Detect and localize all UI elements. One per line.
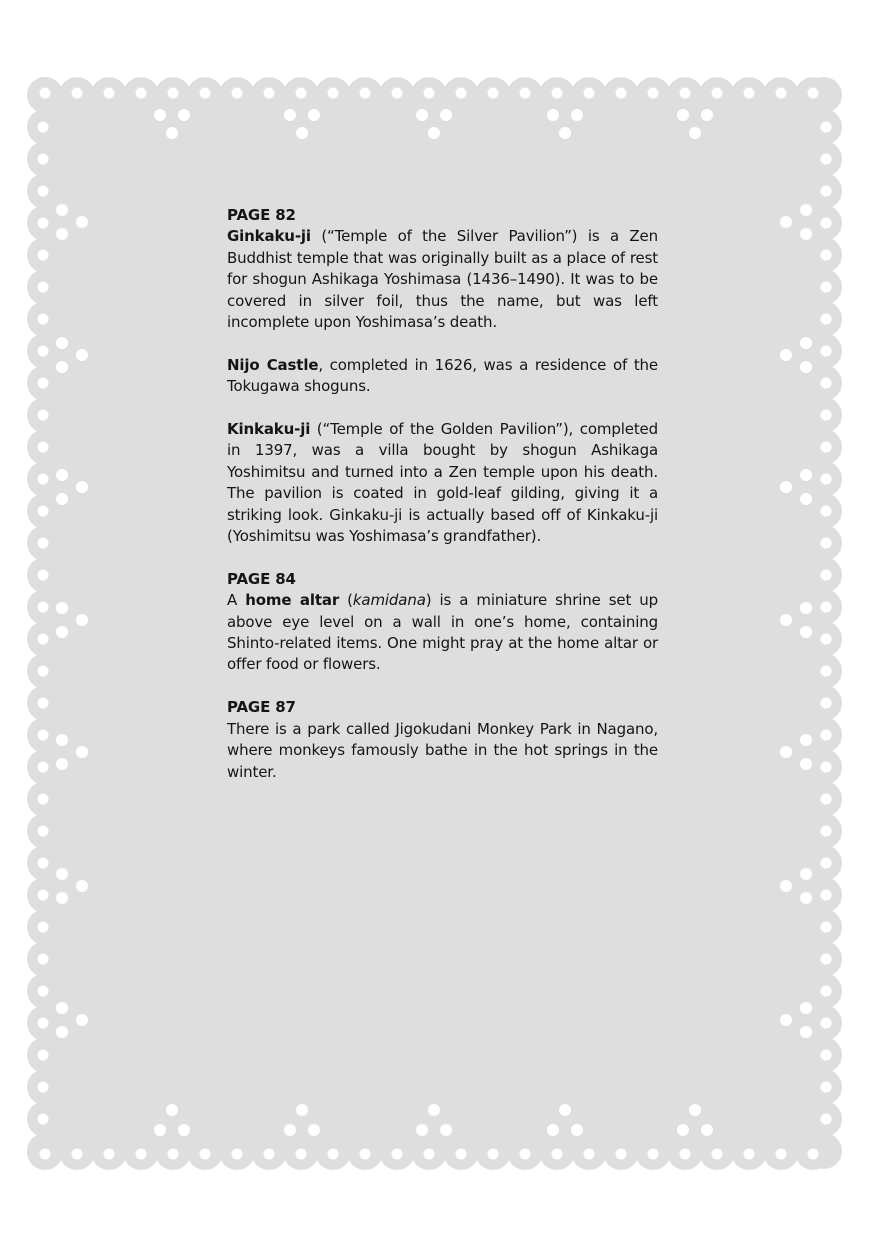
lace-hole <box>168 88 179 99</box>
lace-hole <box>648 88 659 99</box>
lace-dot <box>56 228 68 240</box>
lace-dot <box>547 1124 559 1136</box>
lace-dot <box>56 734 68 746</box>
lace-hole <box>616 88 627 99</box>
lace-dot <box>56 337 68 349</box>
lace-dot <box>677 1124 689 1136</box>
lace-dot <box>800 626 812 638</box>
note-text: ) is a miniature shrine set up above eye level on a wall in one’s home, containing Shinto-related items. One might pray at the home altar or offer food or flowers. <box>227 591 658 674</box>
lace-hole <box>38 1082 49 1093</box>
lace-dot <box>800 228 812 240</box>
lace-dot <box>56 626 68 638</box>
lace-dot <box>780 216 792 228</box>
lace-hole <box>821 730 832 741</box>
lace-dot <box>284 1124 296 1136</box>
lace-dot <box>76 216 88 228</box>
lace-hole <box>200 1149 211 1160</box>
lace-hole <box>38 666 49 677</box>
lace-dot <box>571 1124 583 1136</box>
lace-hole <box>360 1149 371 1160</box>
lace-dot <box>780 349 792 361</box>
lace-dot <box>440 1124 452 1136</box>
lace-hole <box>821 442 832 453</box>
lace-hole <box>38 186 49 197</box>
lace-dot <box>701 109 713 121</box>
lace-hole <box>648 1149 659 1160</box>
note-term: home altar <box>245 591 340 610</box>
lace-dot <box>440 109 452 121</box>
lace-dot <box>56 892 68 904</box>
lace-hole <box>38 506 49 517</box>
lace-hole <box>38 154 49 165</box>
lace-hole <box>808 1149 819 1160</box>
lace-dot <box>56 204 68 216</box>
lace-dot <box>800 204 812 216</box>
lace-hole <box>680 1149 691 1160</box>
note-text: There is a park called Jigokudani Monkey Park in Nagano, where monkeys famously bathe in the hot springs in the winter. <box>227 719 658 781</box>
lace-hole <box>40 88 51 99</box>
lace-hole <box>104 88 115 99</box>
lace-hole <box>744 88 755 99</box>
lace-hole <box>712 1149 723 1160</box>
lace-dot <box>800 1002 812 1014</box>
note-text-paren: ( <box>339 591 353 610</box>
lace-hole <box>821 538 832 549</box>
lace-hole <box>821 122 832 133</box>
lace-hole <box>38 570 49 581</box>
section-page-82 <box>227 205 658 547</box>
lace-dot <box>800 469 812 481</box>
lace-hole <box>821 186 832 197</box>
lace-hole <box>38 954 49 965</box>
lace-hole <box>328 1149 339 1160</box>
lace-hole <box>296 88 307 99</box>
lace-hole <box>821 954 832 965</box>
lace-hole <box>38 378 49 389</box>
note-nijo-castle <box>227 355 658 398</box>
lace-dot <box>416 109 428 121</box>
lace-dot <box>780 614 792 626</box>
section-page-84 <box>227 569 658 676</box>
lace-hole <box>38 794 49 805</box>
lace-dot <box>76 1014 88 1026</box>
lace-hole <box>232 88 243 99</box>
lace-dot <box>428 1104 440 1116</box>
lace-hole <box>821 1082 832 1093</box>
lace-hole <box>821 1018 832 1029</box>
note-ginkaku-ji <box>227 226 658 333</box>
lace-hole <box>821 218 832 229</box>
lace-dot <box>800 361 812 373</box>
lace-hole <box>38 250 49 261</box>
lace-hole <box>821 506 832 517</box>
lace-dot <box>56 361 68 373</box>
lace-hole <box>424 1149 435 1160</box>
lace-hole <box>38 122 49 133</box>
lace-hole <box>40 1149 51 1160</box>
lace-hole <box>72 88 83 99</box>
lace-hole <box>38 1018 49 1029</box>
lace-hole <box>821 698 832 709</box>
lace-hole <box>488 1149 499 1160</box>
lace-dot <box>800 734 812 746</box>
lace-dot <box>800 493 812 505</box>
lace-dot <box>56 1026 68 1038</box>
lace-dot <box>296 1104 308 1116</box>
lace-hole <box>488 88 499 99</box>
lace-dot <box>76 880 88 892</box>
lace-hole <box>38 474 49 485</box>
lace-dot <box>308 109 320 121</box>
note-text: , completed in 1626, was a residence of the Tokugawa shoguns. <box>227 355 658 396</box>
lace-hole <box>38 410 49 421</box>
lace-hole <box>38 346 49 357</box>
lace-hole <box>392 1149 403 1160</box>
lace-hole <box>584 88 595 99</box>
lace-hole <box>776 1149 787 1160</box>
lace-dot <box>800 758 812 770</box>
lace-hole <box>38 986 49 997</box>
lace-hole <box>821 922 832 933</box>
lace-hole <box>38 538 49 549</box>
lace-dot <box>154 1124 166 1136</box>
lace-dot <box>56 1002 68 1014</box>
lace-hole <box>821 762 832 773</box>
lace-hole <box>104 1149 115 1160</box>
lace-hole <box>821 410 832 421</box>
lace-hole <box>38 826 49 837</box>
lace-hole <box>821 890 832 901</box>
lace-dot <box>677 109 689 121</box>
lace-hole <box>38 730 49 741</box>
lace-dot <box>559 127 571 139</box>
lace-hole <box>520 88 531 99</box>
note-monkey-park <box>227 719 658 783</box>
lace-hole <box>821 314 832 325</box>
lace-dot <box>416 1124 428 1136</box>
note-text-prefix: A <box>227 591 246 610</box>
section-heading: PAGE 87 <box>227 698 296 717</box>
note-text: (“Temple of the Silver Pavilion”) is a Zen Buddhist temple that was originally built as a place of rest for shogun Ashikaga Yoshimasa (1436–1490). It was to be covered in silver foil, thus the name, but was left incomplete upon Yoshimasa’s death. <box>227 227 658 332</box>
lace-dot <box>76 746 88 758</box>
lace-hole <box>456 1149 467 1160</box>
lace-dot <box>178 1124 190 1136</box>
lace-hole <box>232 1149 243 1160</box>
lace-hole <box>360 88 371 99</box>
notes-content <box>227 205 658 783</box>
section-page-87 <box>227 697 658 783</box>
lace-hole <box>821 1114 832 1125</box>
lace-hole <box>136 88 147 99</box>
note-kinkaku-ji <box>227 419 658 547</box>
lace-hole <box>38 1114 49 1125</box>
note-term: Ginkaku-ji <box>227 227 311 246</box>
lace-hole <box>821 986 832 997</box>
lace-hole <box>520 1149 531 1160</box>
lace-dot <box>166 127 178 139</box>
lace-hole <box>264 88 275 99</box>
lace-dot <box>780 746 792 758</box>
lace-hole <box>38 218 49 229</box>
lace-hole <box>38 1050 49 1061</box>
lace-hole <box>38 314 49 325</box>
lace-dot <box>800 892 812 904</box>
lace-dot <box>284 109 296 121</box>
note-home-altar <box>227 590 658 676</box>
lace-hole <box>744 1149 755 1160</box>
lace-dot <box>780 880 792 892</box>
lace-hole <box>552 1149 563 1160</box>
lace-dot <box>154 109 166 121</box>
lace-hole <box>38 858 49 869</box>
lace-dot <box>178 109 190 121</box>
lace-hole <box>392 88 403 99</box>
lace-hole <box>821 282 832 293</box>
lace-hole <box>680 88 691 99</box>
lace-dot <box>76 614 88 626</box>
lace-hole <box>821 602 832 613</box>
lace-hole <box>38 698 49 709</box>
lace-hole <box>136 1149 147 1160</box>
lace-hole <box>821 154 832 165</box>
lace-dot <box>296 127 308 139</box>
lace-hole <box>38 922 49 933</box>
note-text: (“Temple of the Golden Pavilion”), completed in 1397, was a villa bought by shogun Ashikaga Yoshimitsu and turned into a Zen temple upon his death. The pavilion is coated in gold-leaf gilding, giving it a striking look. Ginkaku-ji is actually based off of Kinkaku-ji (Yoshimitsu was Yoshimasa’s grandfather). <box>227 420 658 546</box>
lace-dot <box>56 868 68 880</box>
lace-dot <box>56 469 68 481</box>
lace-hole <box>821 826 832 837</box>
lace-hole <box>552 88 563 99</box>
lace-hole <box>776 88 787 99</box>
lace-dot <box>428 127 440 139</box>
lace-dot <box>76 349 88 361</box>
note-term: Kinkaku-ji <box>227 420 311 439</box>
lace-dot <box>76 481 88 493</box>
lace-dot <box>800 868 812 880</box>
lace-dot <box>559 1104 571 1116</box>
lace-hole <box>616 1149 627 1160</box>
lace-hole <box>821 378 832 389</box>
lace-dot <box>689 127 701 139</box>
lace-dot <box>780 481 792 493</box>
lace-hole <box>38 282 49 293</box>
section-heading: PAGE 82 <box>227 206 296 224</box>
note-italic-term: kamidana <box>352 591 426 610</box>
lace-hole <box>38 890 49 901</box>
lace-hole <box>712 88 723 99</box>
lace-hole <box>424 88 435 99</box>
lace-dot <box>571 109 583 121</box>
lace-hole <box>821 1050 832 1061</box>
lace-hole <box>38 634 49 645</box>
note-term: Nijo Castle <box>227 355 319 374</box>
lace-hole <box>821 634 832 645</box>
lace-dot <box>547 109 559 121</box>
lace-dot <box>800 602 812 614</box>
lace-hole <box>808 88 819 99</box>
lace-hole <box>456 88 467 99</box>
lace-hole <box>821 666 832 677</box>
lace-hole <box>821 474 832 485</box>
lace-hole <box>38 442 49 453</box>
lace-dot <box>56 493 68 505</box>
lace-dot <box>689 1104 701 1116</box>
lace-hole <box>200 88 211 99</box>
lace-hole <box>296 1149 307 1160</box>
lace-hole <box>821 250 832 261</box>
lace-hole <box>821 570 832 581</box>
lace-dot <box>56 758 68 770</box>
lace-hole <box>821 794 832 805</box>
lace-dot <box>800 1026 812 1038</box>
lace-dot <box>56 602 68 614</box>
lace-dot <box>780 1014 792 1026</box>
lace-hole <box>328 88 339 99</box>
lace-hole <box>584 1149 595 1160</box>
lace-dot <box>308 1124 320 1136</box>
lace-hole <box>72 1149 83 1160</box>
lace-hole <box>264 1149 275 1160</box>
lace-hole <box>821 346 832 357</box>
lace-hole <box>38 602 49 613</box>
section-heading: PAGE 84 <box>227 569 296 588</box>
lace-dot <box>800 337 812 349</box>
lace-hole <box>38 762 49 773</box>
lace-dot <box>166 1104 178 1116</box>
lace-dot <box>701 1124 713 1136</box>
lace-hole <box>821 858 832 869</box>
lace-hole <box>168 1149 179 1160</box>
